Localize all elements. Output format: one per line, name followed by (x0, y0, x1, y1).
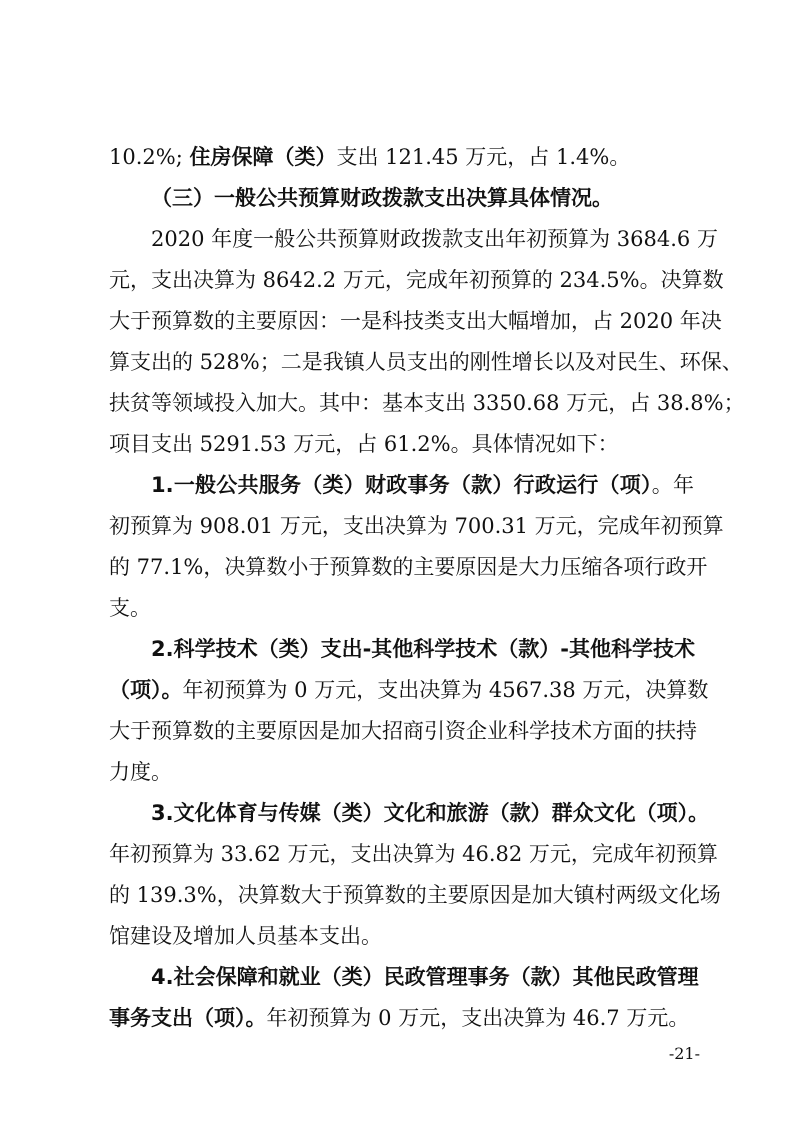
text-run: 支出 121.45 万元，占 1.4%。 (336, 145, 631, 169)
paragraph-line: 大于预算数的主要原因是加大招商引资企业科学技术方面的扶持 (109, 719, 697, 743)
paragraph-line: 项目支出 5291.53 万元，占 61.2%。具体情况如下： (109, 432, 619, 456)
paragraph-line: 2020 年度一般公共预算财政拨款支出年初预算为 3684.6 万 (151, 227, 718, 251)
text-run: 年初预算为 0 万元，支出决算为 46.7 万元。 (266, 1006, 690, 1030)
text-run: 。年 (651, 473, 695, 497)
item-line (151, 469, 694, 501)
paragraph-line (109, 141, 694, 173)
paragraph-line: 支。 (109, 596, 151, 620)
item-title: 4.社会保障和就业（类）民政管理事务（款）其他民政管理 (151, 965, 699, 989)
page-number: -21- (668, 1044, 700, 1063)
paragraph-line: 算支出的 528%；二是我镇人员支出的刚性增长以及对民生、环保、 (109, 350, 743, 374)
paragraph-line: 的 139.3%，决算数大于预算数的主要原因是加大镇村两级文化场 (109, 883, 721, 907)
paragraph-line: 扶贫等领域投入加大。其中：基本支出 3350.68 万元，占 38.8%； (109, 391, 745, 415)
paragraph-line: 年初预算为 33.62 万元，支出决算为 46.82 万元，完成年初预算 (109, 842, 718, 866)
category-label-housing: 住房保障（类） (189, 145, 337, 169)
paragraph-line: 大于预算数的主要原因：一是科技类支出大幅增加，占 2020 年决 (109, 309, 722, 333)
paragraph-line: 初预算为 908.01 万元，支出决算为 700.31 万元，完成年初预算 (109, 514, 724, 538)
paragraph-line: 的 77.1%，决算数小于预算数的主要原因是大力压缩各项行政开 (109, 555, 708, 579)
item-line (109, 674, 709, 706)
item-title: 3.文化体育与传媒（类）文化和旅游（款）群众文化（项）。 (151, 801, 710, 825)
paragraph-line: 馆建设及增加人员基本支出。 (109, 924, 382, 948)
item-title: （项）。 (109, 678, 183, 702)
paragraph-line: 力度。 (109, 760, 172, 784)
section-heading: （三）一般公共预算财政拨款支出决算具体情况。 (151, 186, 613, 210)
text-run: 10.2%; (109, 145, 190, 169)
item-title: 事务支出（项）。 (109, 1006, 267, 1030)
item-title: 2.科学技术（类）支出-其他科学技术（款）-其他科学技术 (151, 637, 696, 661)
item-title: 1.一般公共服务（类）财政事务（款）行政运行（项） (151, 473, 652, 497)
text-run: 年初预算为 0 万元，支出决算为 4567.38 万元，决算数 (182, 678, 709, 702)
paragraph-line: 元，支出决算为 8642.2 万元，完成年初预算的 234.5%。决算数 (109, 268, 724, 292)
item-line (109, 1002, 694, 1034)
